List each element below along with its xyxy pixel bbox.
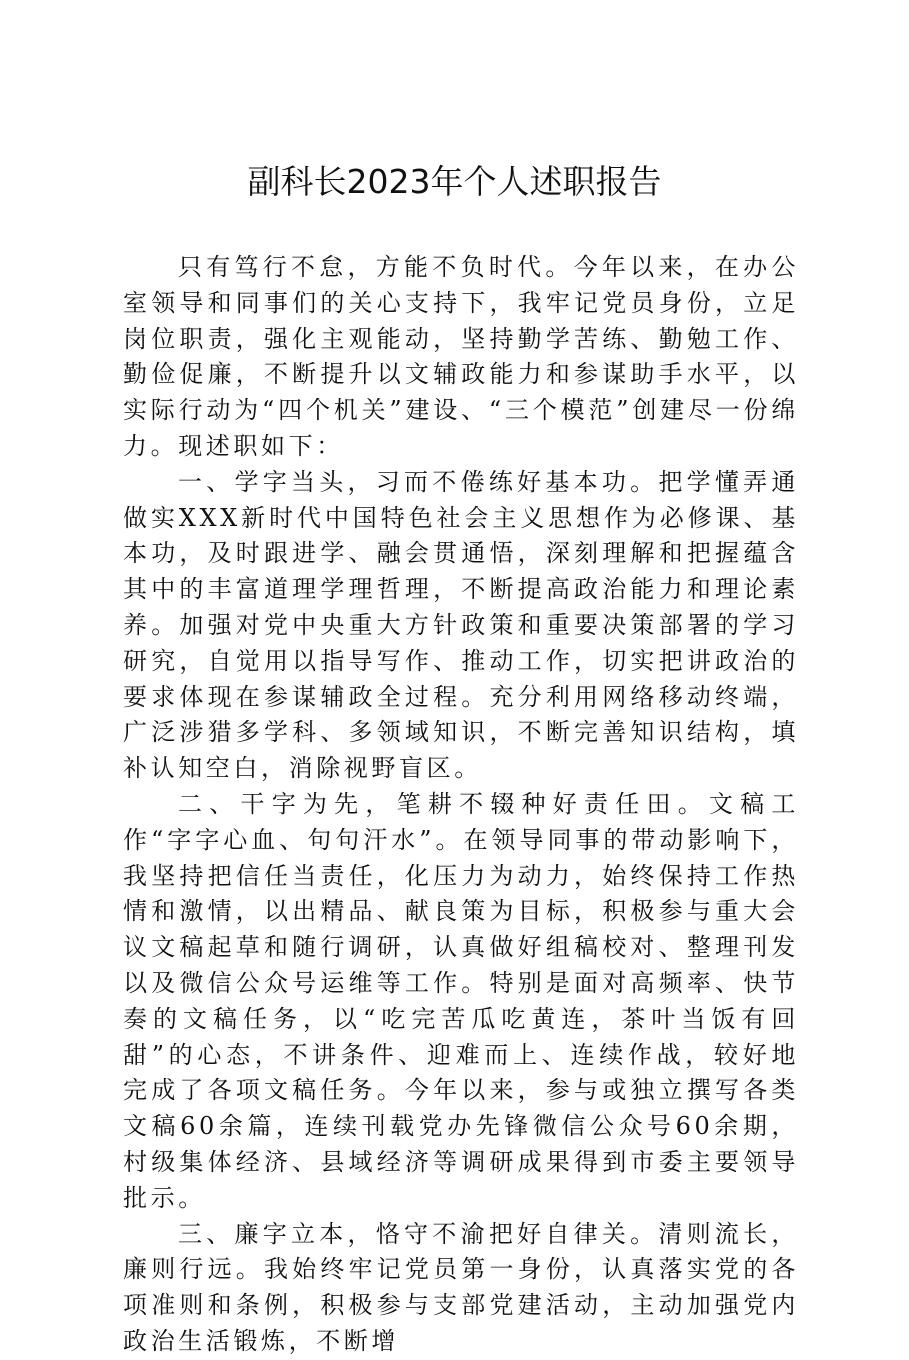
- paragraph-intro: 只有笃行不怠，方能不负时代。今年以来，在办公室领导和同事们的关心支持下，我牢记党员身份，立足岗位职责，强化主观能动，坚持勤学苦练、勤勉工作、勤俭促廉，不断提升以文辅政能力和参谋助手水平，以实际行动为“四个机关”建设、“三个模范”创建尽一份绵力。现述职如下：: [123, 253, 799, 460]
- document-body: [123, 250, 799, 1360]
- paragraph-work: 二、干字为先，笔耕不辍种好责任田。文稿工作“字字心血、句句汗水”。在领导同事的带动影响下，我坚持把信任当责任，化压力为动力，始终保持工作热情和激情，以出精品、献良策为目标，积极参与重大会议文稿起草和随行调研，认真做好组稿校对、整理刊发以及微信公众号运维等工作。特别是面对高频率、快节奏的文稿任务，以“吃完苦瓜吃黄连，茶叶当饭有回甜”的心态，不讲条件、迎难而上、连续作战，较好地完成了各项文稿任务。今年以来，参与或独立撰写各类文稿60余篇，连续刊载党办先锋微信公众号60余期，村级集体经济、县域经济等调研成果得到市委主要领导批示。: [123, 789, 799, 1212]
- paragraph-study: 一、学字当头，习而不倦练好基本功。把学懂弄通做实XXX新时代中国特色社会主义思想作为必修课、基本功，及时跟进学、融会贯通悟，深刻理解和把握蕴含其中的丰富道理学理哲理，不断提高政治能力和理论素养。加强对党中央重大方针政策和重要决策部署的学习研究，自觉用以指导写作、推动工作，切实把讲政治的要求体现在参谋辅政全过程。充分利用网络移动终端，广泛涉猎多学科、多领域知识，不断完善知识结构，填补认知空白，消除视野盲区。: [123, 467, 799, 783]
- paragraph-integrity: 三、廉字立本，恪守不渝把好自律关。清则流长，廉则行远。我始终牢记党员第一身份，认真落实党的各项准则和条例，积极参与支部党建活动，主动加强党内政治生活锻炼，不断增: [123, 1219, 799, 1355]
- document-title: 副科长2023年个人述职报告: [247, 162, 662, 201]
